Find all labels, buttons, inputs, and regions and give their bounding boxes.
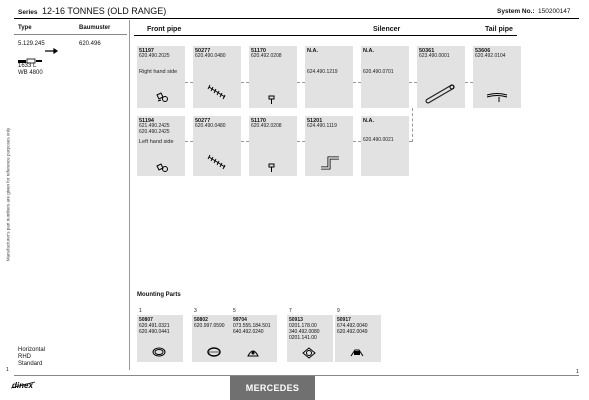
- oem-code: 620.490.0701: [363, 69, 394, 75]
- part-number: 50361: [419, 48, 435, 54]
- silencer-heading: Silencer: [373, 26, 401, 33]
- part-card[interactable]: [305, 116, 353, 176]
- vehicle-spec-2: WB 4800: [18, 70, 43, 76]
- oem-code: 620.490.0480: [195, 53, 226, 59]
- type-value: 5.129.245: [18, 41, 45, 47]
- part-number: 50807: [139, 317, 153, 323]
- mounting-parts-heading: Mounting Parts: [137, 292, 181, 298]
- part-number: 51194: [139, 118, 154, 124]
- clamp-set-icon: [155, 90, 169, 108]
- oem-code: 624.490.1219: [307, 69, 338, 75]
- flange-icon: [302, 346, 316, 364]
- gasket-icon: [246, 345, 260, 363]
- connector-line: [241, 82, 249, 83]
- series-title: 12-16 TONNES (OLD RANGE): [42, 6, 167, 16]
- oem-code: 0201.141.00: [289, 335, 317, 341]
- header-rule: [14, 18, 579, 19]
- oem-code: 620.492.0208: [251, 53, 282, 59]
- orientation-3: Standard: [18, 361, 43, 367]
- column-divider: [129, 20, 130, 370]
- part-card[interactable]: [193, 116, 241, 176]
- orientation-1: Horizontal: [18, 347, 46, 353]
- mounting-part[interactable]: [137, 308, 185, 364]
- connector-line: [353, 82, 361, 83]
- part-card[interactable]: [249, 46, 297, 108]
- part-card[interactable]: [305, 46, 353, 108]
- part-number: 50913: [289, 317, 303, 323]
- oem-code: 620.492.0208: [251, 123, 282, 129]
- oem-code: 620.490.0480: [195, 123, 226, 129]
- part-card[interactable]: [193, 46, 241, 108]
- oem-code: 620.490.0021: [363, 137, 394, 143]
- band-clamp-icon: [206, 345, 222, 363]
- connector-line: [353, 141, 361, 142]
- oem-code: 340.492.0080: [289, 329, 320, 335]
- mounting-index: 5: [233, 308, 236, 314]
- svg-text:dinex: dinex: [12, 381, 33, 390]
- oem-code: 620.490.2025: [139, 53, 170, 59]
- oem-code: 674.492.0040: [337, 323, 368, 329]
- part-card[interactable]: [249, 116, 297, 176]
- mounting-card: [231, 315, 277, 362]
- system-number-label: System No.:: [497, 8, 535, 15]
- mounting-index: 9: [337, 308, 340, 314]
- series-label: Series: [18, 9, 38, 16]
- dinex-logo: [10, 378, 36, 390]
- oem-code: 620.997.0590: [194, 323, 225, 329]
- mounting-index: 1: [139, 308, 142, 314]
- rubber-mount-icon: [349, 346, 365, 364]
- part-number: 51201: [307, 118, 323, 124]
- oem-code: 073.555.184.501: [233, 323, 271, 329]
- section-rule: [134, 35, 517, 36]
- part-number: 50277: [195, 48, 211, 54]
- oem-code: 620.490.2425: [139, 128, 170, 135]
- mounting-index: 7: [289, 308, 292, 314]
- part-number: 51170: [251, 118, 266, 124]
- vehicle-symbol-icon: [45, 41, 59, 47]
- part-card[interactable]: [417, 46, 465, 108]
- system-number-value: 150200147: [538, 8, 571, 15]
- vehicle-spec-1: 1633 L: [18, 63, 37, 69]
- bolt-icon: [267, 92, 277, 110]
- baumuster-value: 620.496: [79, 41, 101, 47]
- connector-line: [185, 141, 193, 142]
- connector-line: [465, 82, 473, 83]
- mounting-part[interactable]: [287, 308, 335, 364]
- oem-code: 620.492.0104: [475, 53, 506, 59]
- exhaust-symbol-icon: [18, 52, 42, 60]
- part-number: N.A.: [307, 48, 318, 54]
- row-side-label: Right hand side: [139, 69, 178, 75]
- part-card[interactable]: [361, 116, 409, 176]
- mounting-index: 3: [194, 308, 197, 314]
- bent-pipe-icon: [319, 152, 343, 177]
- front-pipe-heading: Front pipe: [147, 26, 182, 33]
- oem-code: 620.490.0441: [139, 329, 170, 335]
- reference-note: Manufacturer's part numbers are given for reference purposes only: [5, 127, 11, 262]
- page-marker-left: 1: [6, 367, 9, 373]
- part-number: 53606: [475, 48, 491, 54]
- oem-code: 0201.178.00: [289, 323, 317, 329]
- connector-line: [412, 108, 413, 142]
- type-rule: [14, 34, 127, 35]
- connector-line: [297, 141, 305, 142]
- oem-code: 620.491.0321: [139, 323, 170, 329]
- connector-line: [297, 82, 305, 83]
- mounting-card: [335, 315, 381, 362]
- part-card[interactable]: [137, 46, 185, 108]
- part-number: 99704: [233, 317, 247, 323]
- part-number: 51197: [139, 48, 154, 54]
- band-clamp-icon: [151, 345, 167, 363]
- oem-code: 624.490.1119: [307, 123, 337, 129]
- mounting-part[interactable]: [231, 308, 279, 364]
- oem-code: 621.490.2425: [139, 123, 170, 129]
- connector-line: [185, 82, 193, 83]
- clamp-set-icon: [155, 160, 169, 178]
- type-label: Type: [18, 25, 32, 31]
- part-card[interactable]: [137, 116, 185, 176]
- oem-code: 623.490.0001: [419, 53, 450, 59]
- mounting-card: [137, 315, 183, 362]
- part-card[interactable]: [473, 46, 521, 108]
- make-banner: MERCEDES: [230, 376, 315, 400]
- mounting-card: [287, 315, 333, 362]
- silencer-icon: [425, 84, 457, 109]
- row-side-label: Left hand side: [139, 139, 174, 145]
- oem-code: 620.492.0049: [337, 329, 368, 335]
- bolt-icon: [267, 160, 277, 178]
- part-number: N.A.: [363, 48, 374, 54]
- part-number: 51170: [251, 48, 266, 54]
- orientation-2: RHD: [18, 354, 31, 360]
- page-marker-right: 1: [576, 369, 579, 375]
- flex-pipe-icon: [207, 154, 227, 175]
- tail-pipe-icon: [485, 90, 509, 108]
- flex-pipe-icon: [207, 84, 227, 105]
- part-number: N.A.: [363, 118, 374, 124]
- connector-line: [241, 141, 249, 142]
- mounting-part[interactable]: [335, 308, 383, 364]
- tail-pipe-heading: Tail pipe: [485, 26, 513, 33]
- part-number: 50802: [194, 317, 208, 323]
- part-card[interactable]: [361, 46, 409, 108]
- part-number: 50277: [195, 118, 211, 124]
- baumuster-label: Baumuster: [79, 25, 111, 31]
- connector-line: [409, 82, 417, 83]
- part-number: 50917: [337, 317, 351, 323]
- oem-code: 640.492.0240: [233, 329, 264, 335]
